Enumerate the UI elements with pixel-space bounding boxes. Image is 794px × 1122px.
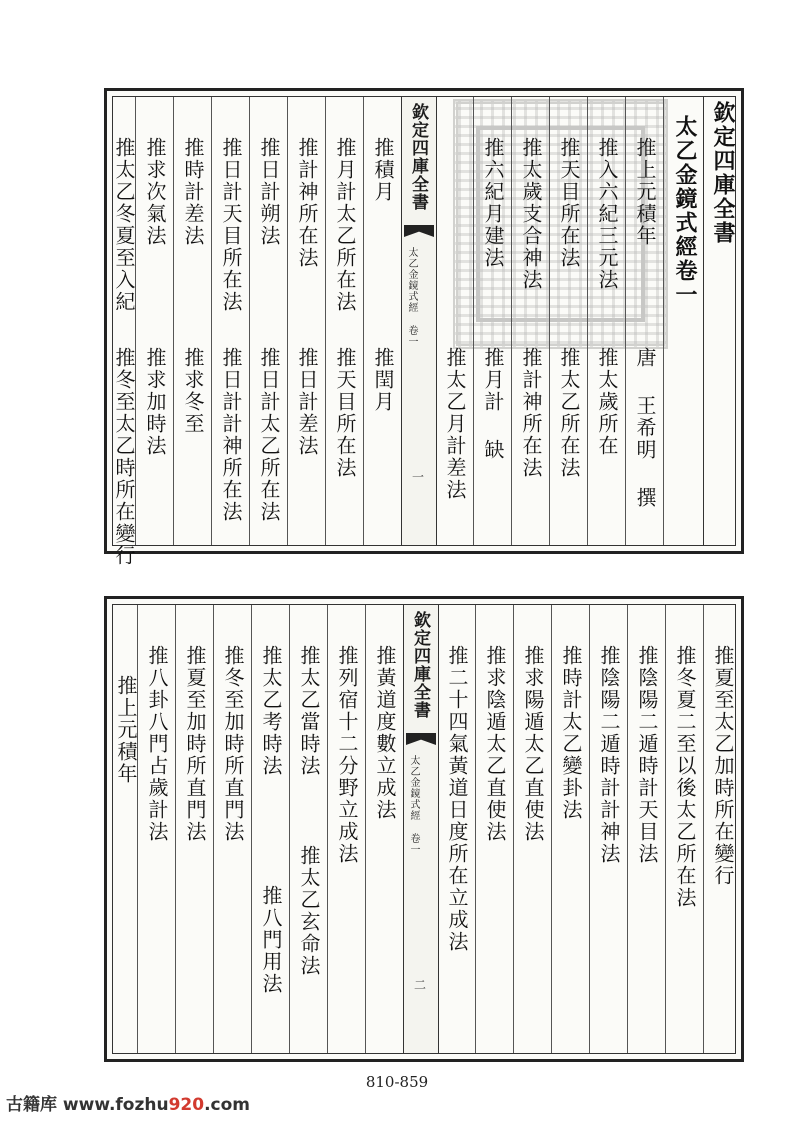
page-number: 810-859	[365, 1073, 429, 1091]
entry: 推求陰遁太乙直使法	[483, 645, 507, 843]
column-6	[435, 97, 473, 545]
entry: 推日計天目所在法	[219, 137, 243, 313]
column-8	[437, 605, 475, 1053]
column-14	[97, 97, 136, 567]
column-5	[473, 97, 511, 545]
center-gutter	[401, 97, 437, 545]
column-6	[513, 605, 551, 1053]
subheader-column	[663, 97, 703, 545]
entry: 推積月	[371, 137, 395, 203]
entry: 推時計差法	[181, 137, 205, 247]
entry: 推陰陽二遁時計天目法	[635, 645, 659, 865]
column-9	[365, 605, 403, 1053]
entry: 推計神所在法	[295, 137, 319, 269]
column-3	[627, 605, 665, 1053]
column-11	[289, 605, 327, 1053]
entry: 推日計計神所在法	[219, 347, 243, 523]
entry: 推月計太乙所在法	[333, 137, 357, 313]
entry: 推閏月	[371, 347, 395, 413]
header-column	[703, 97, 741, 545]
column-2	[587, 97, 625, 545]
column-9	[287, 97, 325, 545]
column-10	[249, 97, 287, 545]
document-page-bottom	[104, 596, 744, 1062]
fish-tail-mark	[406, 733, 436, 745]
watermark-accent: 920	[168, 1095, 205, 1115]
watermark-text: 古籍库 www.fozhu	[6, 1095, 169, 1115]
gutter-title: 欽定四庫全書	[408, 103, 428, 211]
column-12	[251, 605, 289, 1053]
entry: 推太乙月計差法	[443, 347, 467, 501]
entry: 推太乙當時法	[297, 645, 321, 777]
entry: 推太歲所在	[595, 347, 619, 457]
entry: 推冬至加時所直門法	[221, 645, 245, 843]
entry: 推求冬至	[181, 347, 205, 435]
entry: 推六紀月建法	[481, 137, 505, 269]
entry: 推計神所在法	[519, 347, 543, 479]
book-title: 欽定四庫全書	[710, 101, 736, 245]
entry: 推陰陽二遁時計計神法	[597, 645, 621, 865]
gutter-title: 欽定四庫全書	[410, 611, 430, 719]
column-10	[327, 605, 365, 1053]
entry: 推夏至加時所直門法	[183, 645, 207, 843]
page-frame	[112, 96, 736, 567]
column-12	[173, 97, 211, 545]
column-11	[211, 97, 249, 545]
entry: 推日計朔法	[257, 137, 281, 247]
entry: 推時計太乙變卦法	[559, 645, 583, 821]
entry: 推八卦八門占歲計法	[145, 645, 169, 843]
column-3	[549, 97, 587, 545]
column-13	[135, 97, 173, 545]
entry: 推二十四氣黃道日度所在立成法	[445, 645, 469, 953]
column-13	[213, 605, 251, 1053]
entry: 推八門用法	[259, 885, 283, 995]
leaf-number: 一	[412, 470, 425, 484]
column-1	[625, 97, 663, 545]
entry: 推太歲支合神法	[519, 137, 543, 291]
volume-title: 太乙金鏡式經卷一	[672, 115, 698, 307]
entry: 推上元積年	[114, 675, 138, 785]
page-frame	[112, 604, 736, 1054]
watermark-tail: .com	[204, 1095, 251, 1115]
entry: 推太乙考時法	[259, 645, 283, 777]
column-8	[325, 97, 363, 545]
entry: 推太乙所在法	[557, 347, 581, 479]
entry: 推天目所在法	[557, 137, 581, 269]
author-line: 唐 王希明 撰	[633, 347, 657, 509]
column-2	[665, 605, 703, 1053]
column-7	[363, 97, 401, 545]
column-16	[99, 605, 137, 1053]
entry: 推天目所在法	[333, 347, 357, 479]
entry: 推月計 缺	[481, 347, 505, 461]
column-4	[511, 97, 549, 545]
entry: 推求陽遁太乙直使法	[521, 645, 545, 843]
column-14	[175, 605, 213, 1053]
entry: 推太乙冬夏至入紀	[112, 137, 136, 313]
entry: 推冬至太乙時所在變行	[112, 347, 136, 567]
column-4	[589, 605, 627, 1053]
gutter-subtitle: 太乙金鏡式經 卷一	[408, 755, 419, 855]
watermark	[6, 1090, 250, 1115]
fish-tail-mark	[404, 225, 434, 237]
entry: 推日計差法	[295, 347, 319, 457]
entry: 推上元積年	[633, 137, 657, 247]
column-5	[551, 605, 589, 1053]
column-15	[137, 605, 175, 1053]
entry: 推入六紀三元法	[595, 137, 619, 291]
entry: 推太乙玄命法	[297, 845, 321, 977]
entry: 推夏至太乙加時所在變行	[711, 645, 735, 887]
gutter-subtitle: 太乙金鏡式經 卷一	[406, 247, 417, 347]
center-gutter	[403, 605, 439, 1053]
column-1	[703, 605, 741, 1053]
entry: 推求次氣法	[143, 137, 167, 247]
entry: 推日計太乙所在法	[257, 347, 281, 523]
entry: 推求加時法	[143, 347, 167, 457]
entry: 推列宿十二分野立成法	[335, 645, 359, 865]
entry: 推黃道度數立成法	[373, 645, 397, 821]
document-page-top	[104, 88, 744, 567]
column-7	[475, 605, 513, 1053]
leaf-number: 二	[414, 978, 427, 992]
entry: 推冬夏二至以後太乙所在法	[673, 645, 697, 909]
